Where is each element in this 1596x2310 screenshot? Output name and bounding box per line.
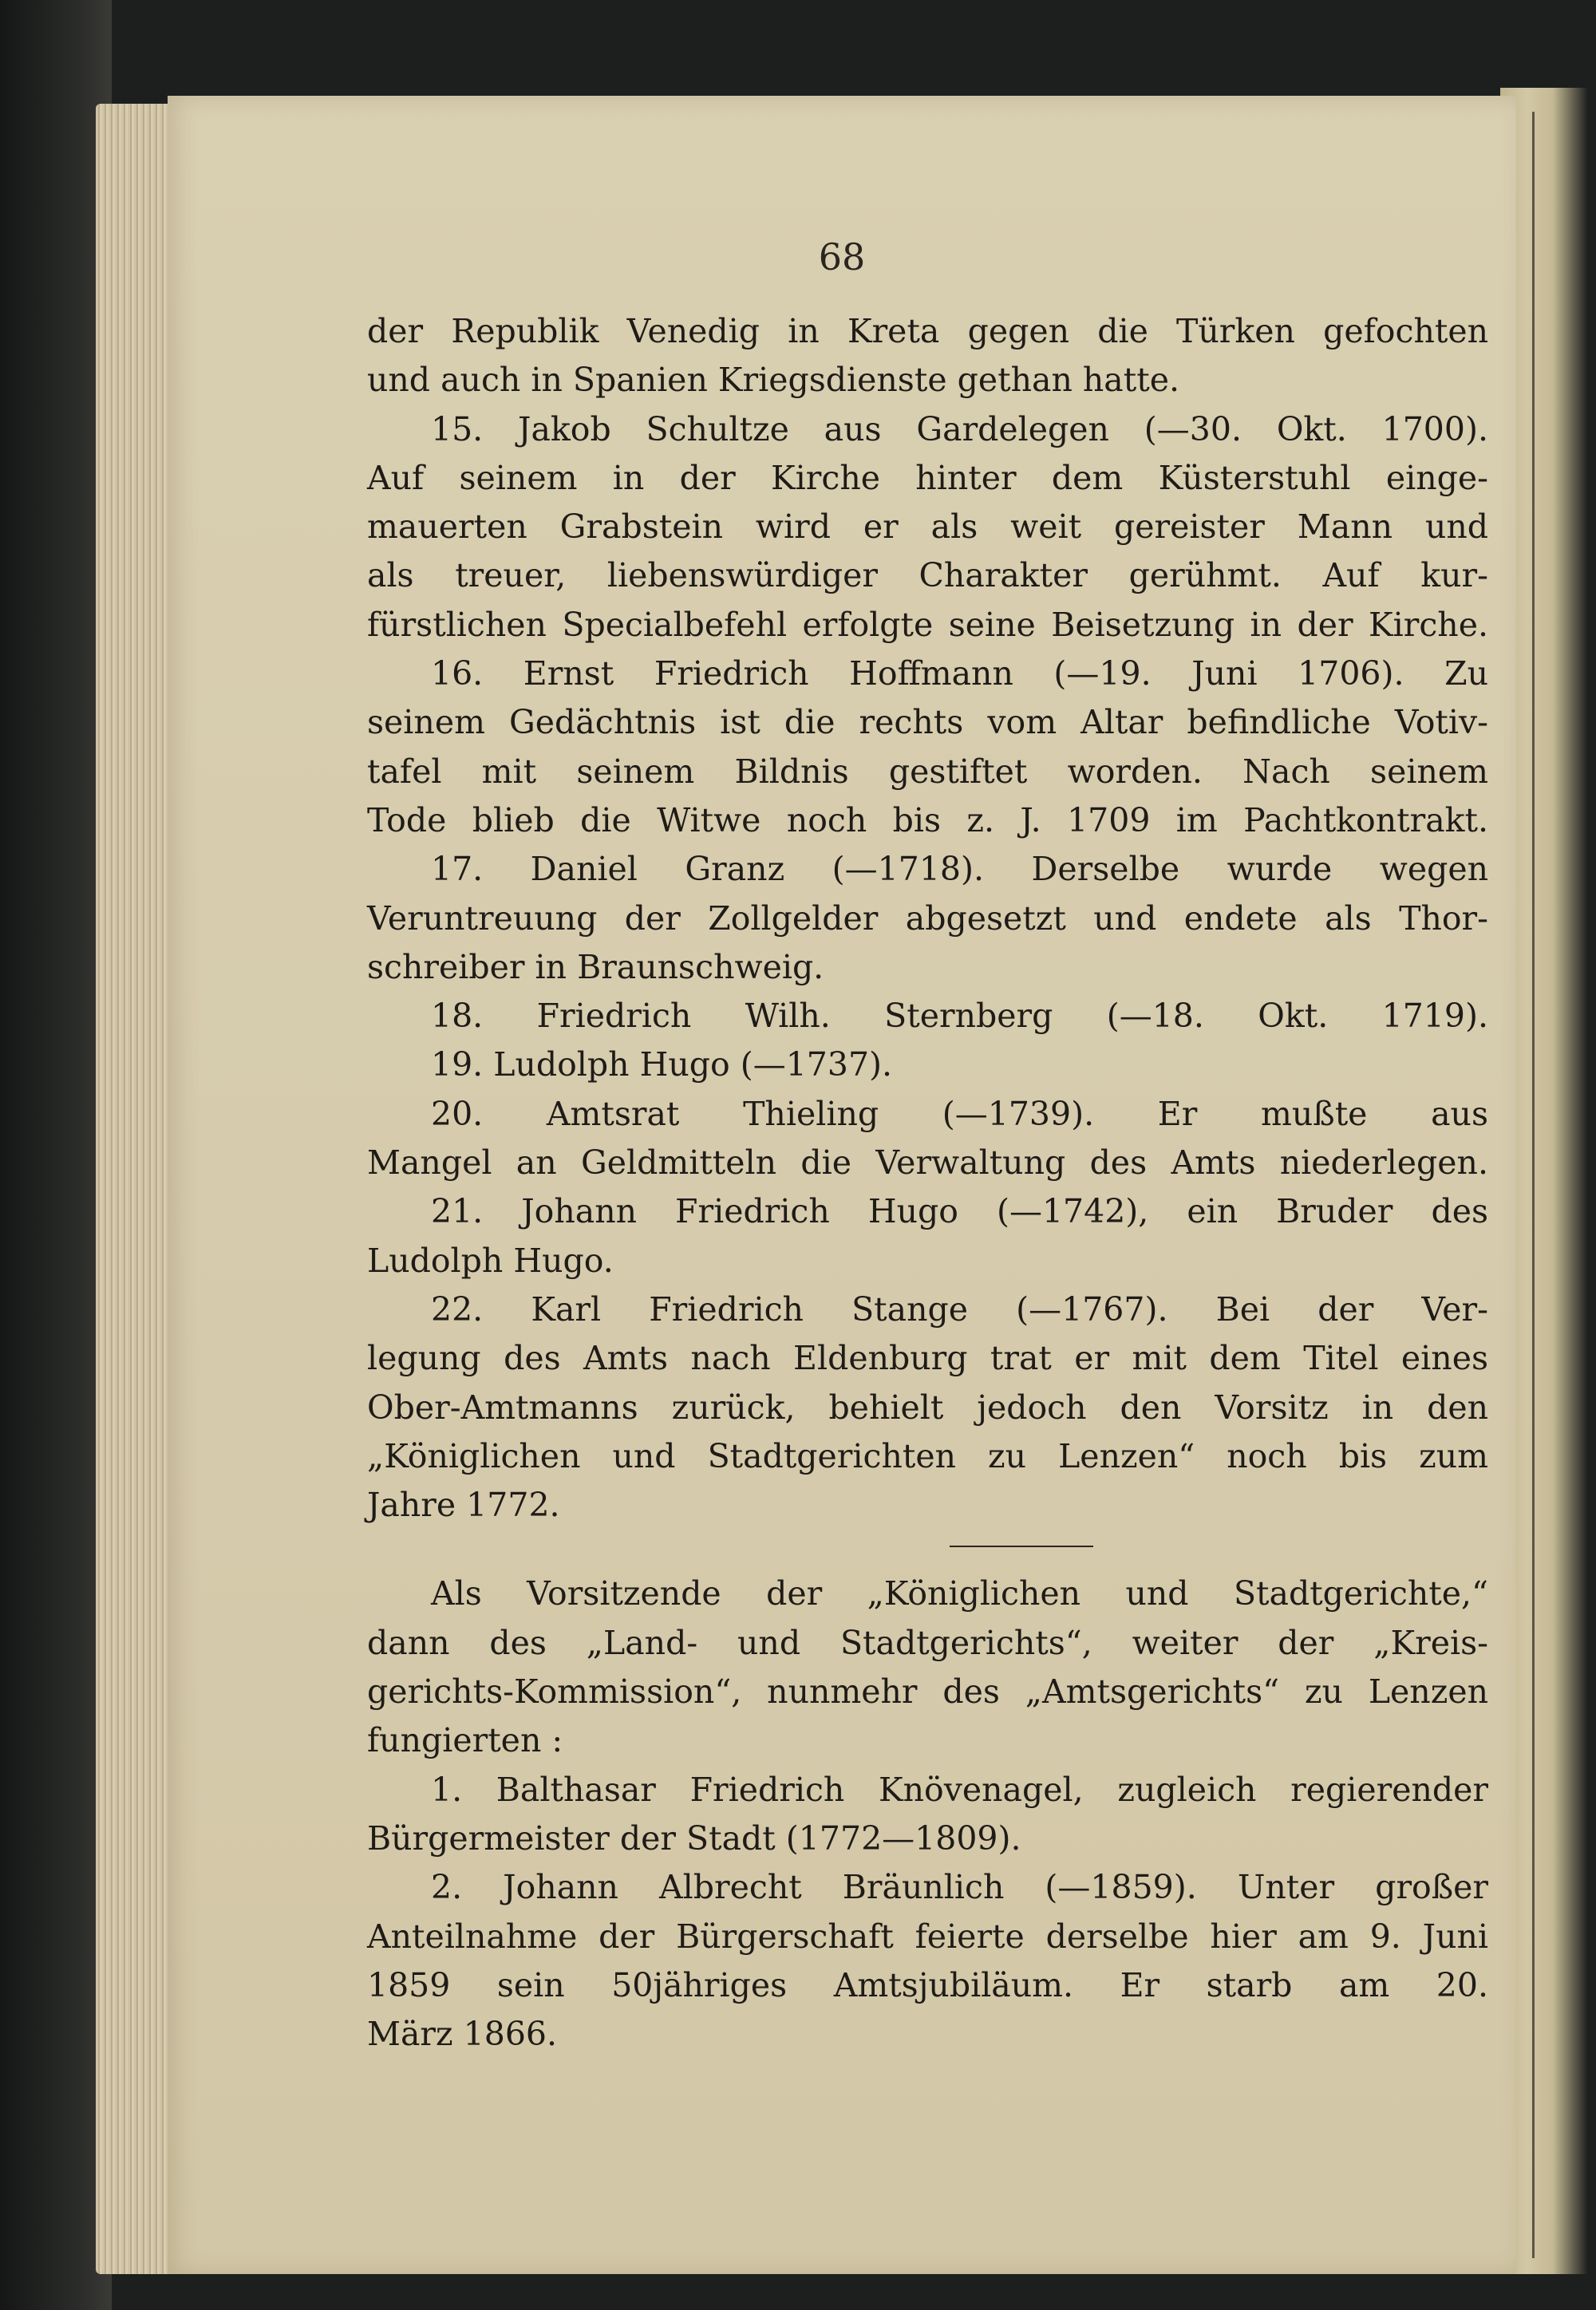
- text-line: Veruntreuung der Zollgelder abgesetzt und endete als Thor-: [367, 898, 1488, 938]
- text-line: Ludolph Hugo.: [367, 1241, 614, 1280]
- page-stack-edges: [96, 104, 176, 2274]
- section-divider: [950, 1546, 1093, 1547]
- text-line: 22. Karl Friedrich Stange (—1767). Bei der Ver-: [431, 1289, 1488, 1329]
- text-line: Bürgermeister der Stadt (1772—1809).: [367, 1818, 1021, 1858]
- text-line: Mangel an Geldmitteln die Verwaltung des Amts niederlegen.: [367, 1143, 1488, 1183]
- text-line: tafel mit seinem Bildnis gestiftet worden. Nach seinem: [367, 752, 1488, 791]
- text-line: der Republik Venedig in Kreta gegen die Türken gefochten: [367, 312, 1488, 350]
- text-line: Jahre 1772.: [367, 1486, 560, 1525]
- text-line: Als Vorsitzende der „Königlichen und Stadtgerichte,“: [431, 1574, 1488, 1613]
- text-line: 21. Johann Friedrich Hugo (—1742), ein Bruder des: [431, 1192, 1488, 1231]
- page-fold-line: [1532, 112, 1535, 2258]
- text-line: Auf seinem in der Kirche hinter dem Küsterstuhl einge-: [367, 458, 1488, 497]
- text-line: 1. Balthasar Friedrich Knövenagel, zugleich regierender: [431, 1770, 1488, 1809]
- text-line: gerichts-Kommission“, nunmehr des „Amtsgerichts“ zu Lenzen: [367, 1672, 1488, 1712]
- text-line: Tode blieb die Witwe noch bis z. J. 1709 im Pachtkontrakt.: [367, 800, 1488, 839]
- page-number: 68: [818, 235, 866, 278]
- text-line: und auch in Spanien Kriegsdienste gethan hatte.: [367, 361, 1179, 400]
- text-line: 16. Ernst Friedrich Hoffmann (—19. Juni 1706). Zu: [431, 654, 1488, 693]
- text-line: fungierten :: [367, 1721, 563, 1760]
- text-line: „Königlichen und Stadtgerichten zu Lenzen“ noch bis zum: [367, 1436, 1488, 1475]
- text-line: 15. Jakob Schultze aus Gardelegen (—30. Okt. 1700).: [431, 409, 1488, 448]
- text-line: 18. Friedrich Wilh. Sternberg (—18. Okt. 1719).: [431, 997, 1488, 1036]
- text-line: 20. Amtsrat Thieling (—1739). Er mußte aus: [431, 1094, 1488, 1133]
- text-line: Anteilnahme der Bürgerschaft feierte derselbe hier am 9. Juni: [367, 1917, 1488, 1956]
- text-line: 1859 sein 50jähriges Amtsjubiläum. Er starb am 20.: [367, 1965, 1488, 2004]
- text-line: 19. Ludolph Hugo (—1737).: [431, 1045, 893, 1084]
- text-line: seinem Gedächtnis ist die rechts vom Altar befindliche Votiv-: [367, 703, 1488, 742]
- text-line: fürstlichen Specialbefehl erfolgte seine Beisetzung in der Kirche.: [367, 605, 1488, 644]
- text-line: als treuer, liebenswürdiger Charakter gerühmt. Auf kur-: [367, 556, 1488, 595]
- body-text: [367, 307, 1488, 2059]
- book-page: [168, 96, 1516, 2274]
- text-line: mauerten Grabstein wird er als weit gereister Mann und: [367, 507, 1488, 547]
- book-cover-edge: [0, 0, 112, 2310]
- text-line: Ober-Amtmanns zurück, behielt jedoch den Vorsitz in den: [367, 1388, 1488, 1427]
- text-line: dann des „Land- und Stadtgerichts“, weiter der „Kreis-: [367, 1623, 1488, 1662]
- text-line: legung des Amts nach Eldenburg trat er mit dem Titel eines: [367, 1339, 1488, 1378]
- text-line: schreiber in Braunschweig.: [367, 947, 824, 986]
- text-line: 2. Johann Albrecht Bräunlich (—1859). Unter großer: [431, 1868, 1488, 1907]
- text-line: März 1866.: [367, 2015, 558, 2054]
- text-line: 17. Daniel Granz (—1718). Derselbe wurde wegen: [431, 850, 1488, 889]
